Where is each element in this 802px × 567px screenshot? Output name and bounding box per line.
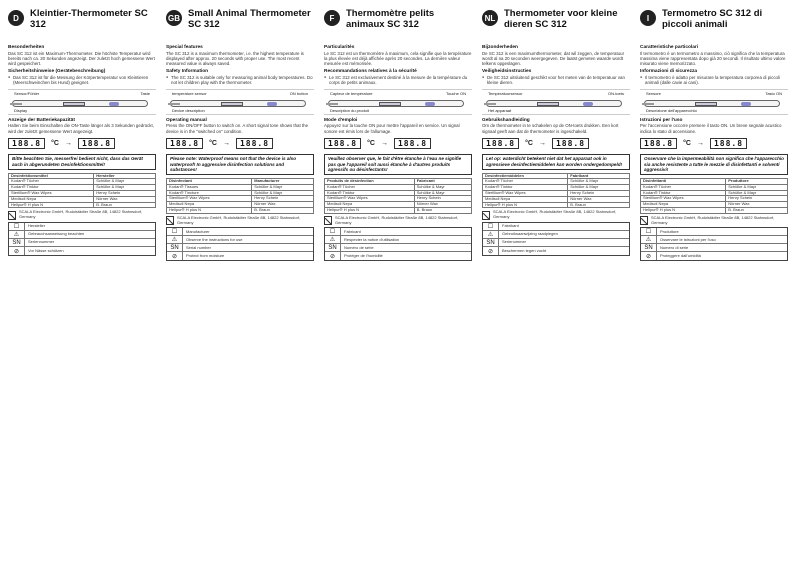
column-title: Small Animal Thermometer SC 312 <box>188 8 311 30</box>
legend-row <box>9 239 155 247</box>
symbol-icon: ☐ <box>167 228 183 236</box>
column-header <box>8 8 156 42</box>
table-cell: Mediscil Nepa <box>483 196 568 202</box>
language-column <box>324 8 472 560</box>
symbol-label: Serienummer <box>502 239 527 245</box>
table-cell: Kodan® Tinktur <box>641 190 726 196</box>
language-badge: GB <box>166 10 182 26</box>
symbol-label: Observe the instructions for use <box>186 236 243 242</box>
thermometer-drawing <box>328 100 464 107</box>
symbol-icon: SN <box>167 244 183 252</box>
table-cell: Nörner Wax <box>726 202 788 208</box>
crossed-bin-icon <box>8 211 16 220</box>
legend-row <box>9 231 155 239</box>
table-cell: Mediscil Nepa <box>325 202 415 208</box>
symbol-icon: ⚠ <box>325 236 341 244</box>
device-figure <box>482 89 630 115</box>
symbol-icon: ⊘ <box>167 252 183 260</box>
device-figure <box>166 89 314 115</box>
table-cell: Kodan® Tinktur <box>9 185 94 191</box>
table-row <box>167 208 314 214</box>
section-text: Appuyez sur la touche ON pour mettre l'appareil en service. Un signal sonore est émis lors de l'allumage. <box>324 123 460 134</box>
column-header <box>166 8 314 42</box>
legend-row <box>325 228 471 236</box>
symbol-icon: ☐ <box>9 223 25 231</box>
legend-row <box>483 239 629 247</box>
legend-row <box>641 252 787 260</box>
thermometer-drawing <box>644 100 780 107</box>
table-row <box>9 202 156 208</box>
warning-box: Please note: Waterproof means not that the device is also waterproof! In aggressive disinfection solutions and substances! <box>166 154 314 175</box>
disposal-row <box>482 210 630 220</box>
table-cell: Helipur® H plus N <box>167 208 252 214</box>
section-text: Om de thermometer in te schakelen op de ON-toets drukken. Een kort signaal geeft aan dat de thermometer is ingeschakeld. <box>482 123 619 134</box>
table-cell: Sterillium® Wax Wipes <box>9 191 94 197</box>
language-column <box>166 8 314 560</box>
figure-label: Taste <box>140 90 150 96</box>
table-cell: Kodan® Tinktur <box>325 190 415 196</box>
arrow-icon: → <box>380 140 388 148</box>
section-heading: Recommandations relatives à la sécurité <box>324 69 417 75</box>
section-heading: Mode d'emploi <box>324 117 358 123</box>
legend-row <box>9 223 155 231</box>
arrow-icon: → <box>538 140 546 148</box>
figure-caption: Display <box>14 107 28 113</box>
disposal-row <box>8 210 156 220</box>
table-cell: Disinfectant <box>167 179 252 185</box>
lcd-unit: °C <box>525 140 533 148</box>
language-badge: D <box>8 10 24 26</box>
table-cell: Manufacturer <box>252 179 314 185</box>
display-example <box>8 137 156 151</box>
disinfectant-table <box>324 178 472 214</box>
legend-row <box>641 236 787 244</box>
section-text: Das SC 312 ist ein Maximum-Thermometer. Die höchste Temperatur wird bereits nach ca. 20 Sekunden angezeigt. Der zuletzt hoch gemessene Wert wird gespeichert. <box>8 50 155 67</box>
table-cell: Schülke & Mayr <box>94 179 156 185</box>
table-cell: Mediscil Nepa <box>641 202 726 208</box>
figure-label: Sensore <box>646 90 661 96</box>
table-cell: Schülke & Mayr <box>726 184 788 190</box>
lcd-readout: 188.8 <box>78 138 115 149</box>
symbol-label: Proteggere dall'umidità <box>660 253 701 259</box>
symbol-icon: SN <box>641 244 657 252</box>
manufacturer-address: SCALA Electronic GmbH, Rudolstädter Straße 8B, 14822 Stahnsdorf, Germany <box>493 209 617 220</box>
table-cell: Schülke & Mayr <box>414 184 471 190</box>
table-cell: Helipur® H plus N <box>325 208 415 214</box>
column-title: Termometro SC 312 di piccoli animali <box>662 8 763 30</box>
lcd-readout: 188.8 <box>166 138 203 149</box>
symbol-legend <box>640 227 788 261</box>
warning-box: Veuillez observer que, le fait d'être étanche à l'eau ne signifie pas que l'appareil soit aussi étanche à d'autres produits agressifs ou désinfectants! <box>324 154 472 175</box>
section-heading: Bijzonderheden <box>482 45 518 50</box>
display-example <box>482 137 630 151</box>
legend-row <box>483 247 629 255</box>
legend-row <box>325 236 471 244</box>
legend-row <box>325 252 471 260</box>
figure-label: Sensor/Fühler <box>14 90 40 96</box>
section-heading: Particularités <box>324 45 355 50</box>
figure-label: ON-toets <box>607 90 624 96</box>
bullet-item: ● De SC 312 uitsluitend geschikt voor het meten van de temperatuur van kleine dieren. <box>482 75 630 86</box>
table-cell: Sterillium® Wax Wipes <box>167 196 252 202</box>
section-heading: Operating manual <box>166 117 207 123</box>
device-figure <box>8 89 156 115</box>
legend-row <box>167 252 313 260</box>
symbol-label: Hersteller <box>28 223 46 229</box>
section-heading: Caratteristiche particolari <box>640 45 699 50</box>
warning-box: Osservare che la impermeabilità non significa che l'apparecchio sia anche resistente a tutte le mezzie di disinfettanti e solventi aggressivi! <box>640 154 788 175</box>
language-column <box>482 8 630 560</box>
disinfectant-table <box>482 173 630 209</box>
section-text: Press the ON/OFF button to switch on. A short signal tone shows that the device is in the "switched on" condition. <box>166 123 309 134</box>
symbol-icon: ⊘ <box>325 252 341 260</box>
table-cell: Kodan® Tincture <box>167 190 252 196</box>
table-cell: Schülke & Mayr <box>252 190 314 196</box>
figure-label: ON button <box>289 90 308 96</box>
lcd-readout: 188.8 <box>236 138 273 149</box>
table-row <box>641 208 788 214</box>
legend-row <box>167 228 313 236</box>
device-figure <box>324 89 472 115</box>
symbol-label: Vor Nässe schützen <box>28 247 64 253</box>
lcd-readout: 188.8 <box>710 138 747 149</box>
column-header <box>640 8 788 42</box>
thermometer-drawing <box>170 100 306 107</box>
table-cell: Kodan® Tücher <box>325 184 415 190</box>
table-cell: Desinfectiemiddelen <box>483 173 568 179</box>
lcd-readout: 188.8 <box>640 138 677 149</box>
symbol-label: Numero di serie <box>660 244 689 250</box>
column-title: Thermometer voor kleine dieren SC 312 <box>504 8 618 30</box>
figure-caption: Descrizione dell'apparecchio <box>646 107 697 113</box>
table-cell: Schülke & Mayr <box>726 190 788 196</box>
table-cell: Disinfettanti <box>641 179 726 185</box>
table-cell: Henry Schein <box>252 196 314 202</box>
table-cell: Kodan® Tücher <box>9 179 94 185</box>
table-cell: Schülke & Mayr <box>414 190 471 196</box>
table-cell: Henry Schein <box>94 191 156 197</box>
language-column <box>8 8 156 560</box>
manufacturer-address: SCALA Electronic GmbH, Rudolstädter Straße 8B, 14822 Stahnsdorf, Germany <box>651 214 775 225</box>
lcd-unit: °C <box>683 140 691 148</box>
crossed-bin-icon <box>324 216 332 225</box>
bullet-item: ● Das SC 312 ist für die Messung der Körpertemperatur von Kleintieren (Meerschweinchen bis Hund) geeignet. <box>8 75 156 86</box>
symbol-icon: ⚠ <box>9 231 25 239</box>
table-cell: Kodan® Tücher <box>641 184 726 190</box>
language-badge: F <box>324 10 340 26</box>
section-text: Halten Sie beim Einschalten die ON-Taste länger als 3 Sekunden gedrückt, wird der zuletzt gemessene Wert angezeigt. <box>8 123 154 134</box>
table-cell: Henry Schein <box>414 196 471 202</box>
symbol-label: Seriennummer <box>28 239 55 245</box>
symbol-label: Respecter la notice d'utilisation <box>344 236 400 242</box>
symbol-icon: SN <box>483 239 499 247</box>
figure-caption: Het apparaat <box>488 107 512 113</box>
section-text: Il termometro è un termometro a massimo, ciò significa che la temperatura massima viene rappresentata dopo già 20 secondi. Il risultato ultimo valore misurato viene memorizzato. <box>640 50 786 67</box>
table-cell: Sterillium® Wax Wipes <box>325 196 415 202</box>
table-cell: Desinfektionsmittel <box>9 173 94 179</box>
table-cell: Sterillium® Wax Wipes <box>483 191 568 197</box>
symbol-label: Osservare le istruzioni per l'uso <box>660 236 716 242</box>
crossed-bin-icon <box>166 216 174 225</box>
symbol-icon: ☐ <box>641 228 657 236</box>
figure-label: Tasto ON <box>765 90 782 96</box>
table-cell: B. Braun <box>568 202 630 208</box>
symbol-label: Produttore <box>660 228 679 234</box>
legend-row <box>483 223 629 231</box>
table-cell: Helipur® H plus N <box>483 202 568 208</box>
section-text: The SC 312 is a maximum thermometer, i.e. the highest temperature is displayed after approx. 20 seconds with proper use. The most recent measured value is always saved. <box>166 50 304 67</box>
arrow-icon: → <box>64 140 72 148</box>
section-heading: Istruzioni per l'uso <box>640 117 683 123</box>
table-row <box>483 202 630 208</box>
symbol-icon: ⚠ <box>167 236 183 244</box>
display-example <box>166 137 314 151</box>
table-cell: Schülke & Mayr <box>568 179 630 185</box>
table-cell: Kodan® Tücher <box>483 179 568 185</box>
table-cell: Kodan® Tinktur <box>483 185 568 191</box>
lcd-readout: 188.8 <box>324 138 361 149</box>
symbol-label: Fabrikant <box>502 223 519 229</box>
arrow-icon: → <box>222 140 230 148</box>
symbol-legend <box>482 222 630 256</box>
symbol-icon: ☐ <box>325 228 341 236</box>
table-cell: Schülke & Mayr <box>568 185 630 191</box>
column-header <box>482 8 630 42</box>
language-badge: I <box>640 10 656 26</box>
lcd-readout: 188.8 <box>8 138 45 149</box>
symbol-icon: ⊘ <box>9 247 25 255</box>
arrow-icon: → <box>696 140 704 148</box>
table-cell: Nörner Wax <box>94 196 156 202</box>
table-cell: Nörner Wax <box>414 202 471 208</box>
symbol-icon: ⊘ <box>483 247 499 255</box>
device-figure <box>640 89 788 115</box>
figure-caption: Device description <box>172 107 205 113</box>
figure-label: Capteur de température <box>330 90 373 96</box>
disinfectant-table <box>8 173 156 209</box>
table-cell: Fabricant <box>414 179 471 185</box>
section-heading: Gebruikshandleiding <box>482 117 530 123</box>
figure-label: Touche ON <box>445 90 466 96</box>
section-text: Le SC 312 est un thermomètre à maximum, cela signifie que la température la plus élevée est déjà affichée après 20 secondes. La dernière valeur mesurée est mémorisée. <box>324 50 472 67</box>
table-cell: Produttore <box>726 179 788 185</box>
table-cell: Mediscil Nepa <box>9 196 94 202</box>
table-cell: Nörner Wax <box>252 202 314 208</box>
symbol-label: Protéger de l'humidité <box>344 253 383 259</box>
manufacturer-address: SCALA Electronic GmbH, Rudolstädter Straße 8B, 14822 Stahnsdorf, Germany <box>19 209 143 220</box>
column-title: Thermomètre pelits animaux SC 312 <box>346 8 435 30</box>
figure-caption: Description du produit <box>330 107 369 113</box>
lcd-unit: °C <box>367 140 375 148</box>
disposal-row <box>166 216 314 226</box>
symbol-icon: ⊘ <box>641 252 657 260</box>
column-title: Kleintier-Thermometer SC 312 <box>30 8 148 30</box>
symbol-label: Fabricant <box>344 228 361 234</box>
language-column <box>640 8 788 560</box>
lcd-readout: 188.8 <box>552 138 589 149</box>
symbol-legend <box>8 222 156 256</box>
symbol-label: Protect from moisture <box>186 253 225 259</box>
legend-row <box>167 244 313 252</box>
section-heading: Veiligheidsinstructies <box>482 69 532 75</box>
legend-row <box>167 236 313 244</box>
legend-row <box>483 231 629 239</box>
symbol-label: Serial number <box>186 244 211 250</box>
symbol-legend <box>166 227 314 261</box>
symbol-label: Gebruiksaanwijzing raadplegen <box>502 231 558 237</box>
symbol-icon: ☐ <box>483 223 499 231</box>
symbol-label: Numéro de série <box>344 244 374 250</box>
manufacturer-address: SCALA Electronic GmbH, Rudolstädter Straße 8B, 14822 Stahnsdorf, Germany <box>335 214 459 225</box>
table-cell: B. Braun <box>726 208 788 214</box>
table-cell: Hersteller <box>94 173 156 179</box>
thermometer-drawing <box>12 100 148 107</box>
legend-row <box>325 244 471 252</box>
crossed-bin-icon <box>482 211 490 220</box>
table-cell: B. Braun <box>252 208 314 214</box>
table-cell: Helipur® H plus N <box>9 202 94 208</box>
table-cell: Henry Schein <box>568 191 630 197</box>
symbol-icon: ⚠ <box>483 231 499 239</box>
disposal-row <box>324 216 472 226</box>
display-example <box>640 137 788 151</box>
figure-label: Temperatuursensor <box>488 90 523 96</box>
bullet-item: ● The SC 312 is suitable only for measuring animal body temperatures. Do not let children play with the thermometer. <box>166 75 314 86</box>
lcd-readout: 188.8 <box>394 138 431 149</box>
symbol-label: Beschermen tegen vocht <box>502 247 547 253</box>
section-heading: Safety Information <box>166 69 209 75</box>
column-header <box>324 8 472 42</box>
table-cell: Schülke & Mayr <box>94 185 156 191</box>
bullet-item: ● Il termometro è adatto per misurare la temperatura corporea di piccoli animali (dalle cavie ai cani). <box>640 75 788 86</box>
disinfectant-table <box>166 178 314 214</box>
legend-row <box>641 228 787 236</box>
symbol-icon: ⚠ <box>641 236 657 244</box>
lcd-unit: °C <box>51 140 59 148</box>
symbol-icon: SN <box>325 244 341 252</box>
crossed-bin-icon <box>640 216 648 225</box>
language-badge: NL <box>482 10 498 26</box>
table-cell: B. Braun <box>94 202 156 208</box>
figure-label: temperature sensor <box>172 90 207 96</box>
table-cell: Henry Schein <box>726 196 788 202</box>
manufacturer-address: SCALA Electronic GmbH, Rudolstädter Straße 8B, 14822 Stahnsdorf, Germany <box>177 214 301 225</box>
symbol-label: Manufacturer <box>186 228 210 234</box>
table-cell: Nörner Wax <box>568 196 630 202</box>
section-heading: Special features <box>166 45 203 50</box>
table-cell: Schülke & Mayr <box>252 184 314 190</box>
table-cell: Sterillium® Wax Wipes <box>641 196 726 202</box>
table-cell: Fabrikant <box>568 173 630 179</box>
table-cell: Kodan® Tissues <box>167 184 252 190</box>
lcd-readout: 188.8 <box>482 138 519 149</box>
table-row <box>325 208 472 214</box>
symbol-legend <box>324 227 472 261</box>
warning-box: Let op: waterdicht betekent niet dat het apparaat ook in agressieve desinfectiemiddelen kan worden ondergedompeld! <box>482 154 630 170</box>
legend-row <box>641 244 787 252</box>
section-heading: Anzeige der Batteriekapazität <box>8 117 75 123</box>
symbol-icon: SN <box>9 239 25 247</box>
disinfectant-table <box>640 178 788 214</box>
section-heading: Sicherheitshinweise (Gerätebeschreibung) <box>8 69 106 75</box>
section-heading: Informazioni di sicurezza <box>640 69 698 75</box>
section-heading: Besonderheiten <box>8 45 45 50</box>
lcd-unit: °C <box>209 140 217 148</box>
warning-box: Bitte beachten Sie, messerfrei bedient nicht, dass das Gerät auch in abgerundeten Desinfektionsmittel! <box>8 154 156 170</box>
display-example <box>324 137 472 151</box>
bullet-item: ● Le SC 312 est exclusivement destiné à la mesure de la température du corps de petits animaux. <box>324 75 472 86</box>
symbol-label: Gebrauchsanweisung beachten <box>28 231 85 237</box>
section-text: Per l'accensione occorre premere il tasto ON. Un breve segnale acustico indica lo stato di accensione. <box>640 123 782 134</box>
table-cell: Produits de désinfection <box>325 179 415 185</box>
table-cell: B. Braun <box>414 208 471 214</box>
table-cell: Mediscil Nepa <box>167 202 252 208</box>
thermometer-drawing <box>486 100 622 107</box>
section-text: De SC 312 is een maximumthermometer, dat wil zeggen, de temperatuur wordt al na 20 seconden weergegeven. De laatst gemeten waarde wordt telkens opgeslagen. <box>482 50 625 67</box>
table-cell: Helipur® H plus N <box>641 208 726 214</box>
disposal-row <box>640 216 788 226</box>
legend-row <box>9 247 155 255</box>
